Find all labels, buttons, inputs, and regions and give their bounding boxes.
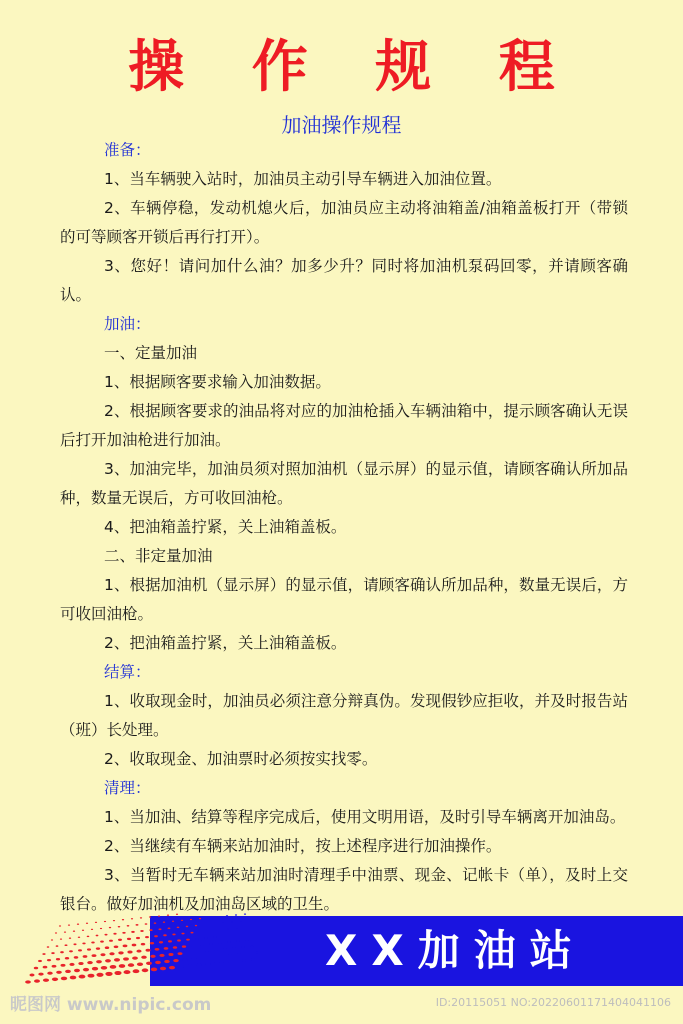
decor-dot (78, 949, 82, 951)
decor-dot (227, 941, 230, 943)
watermark-id: ID:20115051 NO:20220601171404041106 (435, 996, 671, 1009)
settle-step-2: 2、收取现金、加油票时必须按实找零。 (104, 750, 378, 768)
decor-dot (218, 929, 220, 930)
decor-dot (95, 922, 97, 923)
decor-dot (118, 939, 122, 941)
procedure-content (60, 136, 628, 919)
decor-dot (69, 938, 71, 939)
decor-dot (91, 929, 93, 930)
decor-dot (65, 944, 68, 946)
decor-dot (181, 933, 184, 935)
decor-dot (146, 962, 152, 965)
decor-dot (52, 965, 57, 968)
decor-dot (78, 962, 83, 965)
decor-dot (149, 916, 151, 917)
decor-dot (195, 925, 197, 926)
decor-dot (155, 948, 160, 951)
nonfixed-step-2: 2、把油箱盖拧紧，关上油箱盖板。 (104, 634, 347, 652)
decor-dot (186, 939, 190, 941)
decor-dot (169, 966, 175, 969)
decor-dot (232, 947, 236, 949)
subheading-fixed: 一、定量加油 (104, 344, 198, 362)
decor-dot (70, 976, 77, 980)
decor-dot (249, 920, 251, 921)
decor-dot (140, 917, 142, 918)
decor-dot (178, 952, 183, 955)
decor-dot (78, 937, 81, 938)
decor-dot (69, 950, 73, 952)
decor-dot (164, 947, 169, 950)
decor-dot (122, 919, 124, 920)
decor-dot (159, 954, 164, 957)
decor-dot (240, 920, 242, 921)
decor-dot (25, 980, 31, 983)
decor-dot (96, 947, 100, 949)
decor-dot (133, 969, 140, 973)
decor-dot (64, 931, 66, 932)
decor-dot (105, 972, 112, 976)
decor-dot (159, 941, 163, 943)
decor-dot (113, 920, 115, 921)
decor-dot (241, 946, 245, 948)
decor-dot (241, 933, 244, 934)
decor-dot (199, 918, 201, 919)
decor-dot (29, 974, 34, 977)
decor-dot (150, 942, 154, 944)
decor-dot (235, 914, 237, 915)
decor-dot (114, 958, 120, 961)
clean-step-2: 2、当继续有车辆来站加油时，按上述程序进行加油操作。 (104, 837, 502, 855)
decor-dot (191, 945, 195, 947)
decor-dot (146, 949, 151, 952)
decor-dot (223, 935, 226, 937)
prep-step-2: 2、车辆停稳，发动机熄火后，加油员应主动将油箱盖/油箱盖板打开（带锁的可等顾客开锁后再行打开）。 (60, 199, 628, 246)
decor-dot (34, 967, 38, 970)
decor-dot (105, 959, 111, 962)
decor-dot (242, 959, 247, 962)
decor-dot (196, 963, 202, 966)
decor-dot (177, 927, 180, 929)
decor-dot (222, 922, 224, 923)
decor-dot (251, 958, 256, 961)
decor-dot (51, 952, 54, 954)
fixed-step-3: 3、加油完毕，加油员须对照加油机（显示屏）的显示值，请顾客确认所加品种，数量无误后，方可收回油枪。 (60, 460, 628, 507)
decor-dot (213, 936, 216, 938)
decor-dot (68, 924, 70, 925)
decor-dot (140, 930, 143, 932)
decor-dot (136, 924, 139, 926)
decor-dot (109, 952, 114, 955)
decor-dot (82, 930, 84, 931)
decor-dot (92, 967, 98, 971)
decor-dot (109, 927, 111, 928)
decor-dot (244, 913, 246, 914)
decor-dot (219, 955, 224, 958)
decor-dot (59, 925, 61, 926)
decor-dot (178, 965, 184, 968)
decor-dot (101, 966, 107, 970)
decor-dot (209, 930, 212, 932)
decor-dot (245, 927, 247, 928)
decor-dot (150, 955, 155, 958)
decor-dot (149, 929, 152, 931)
decor-dot (246, 952, 250, 954)
decor-dot (154, 922, 157, 924)
decor-dot (124, 970, 131, 974)
decor-dot (96, 935, 99, 937)
section-heading-settle: 结算： (104, 663, 151, 681)
fixed-step-4: 4、把油箱盖拧紧，关上油箱盖板。 (104, 518, 347, 536)
decor-dot (137, 962, 143, 966)
decor-dot (113, 933, 116, 935)
decor-dot (51, 939, 53, 940)
decor-dot (250, 933, 252, 934)
prep-step-3: 3、您好！请问加什么油？加多少升？同时将加油机泵码回零，并请顾客确认。 (60, 257, 628, 304)
decor-dot (114, 971, 121, 975)
decor-dot (218, 942, 222, 944)
decor-dot (83, 968, 89, 972)
decor-dot (223, 961, 228, 964)
decor-dot (177, 939, 181, 941)
decor-dot (187, 964, 193, 967)
decor-dot (191, 957, 196, 960)
decor-dot (172, 921, 174, 922)
decor-dot (200, 931, 203, 933)
decor-dot (190, 932, 193, 934)
decor-dot (163, 934, 167, 936)
decor-dot (164, 960, 170, 963)
decor-dot (232, 934, 235, 936)
decor-dot (118, 926, 121, 927)
decor-dot (74, 969, 80, 972)
decor-dot (233, 960, 238, 963)
decor-dot (52, 978, 58, 982)
clean-step-1: 1、当加油、结算等程序完成后，使用文明用语，及时引导车辆离开加油岛。 (104, 808, 626, 826)
decor-dot (200, 944, 204, 946)
decor-dot (136, 937, 140, 939)
decor-dot (228, 954, 232, 957)
decor-dot (236, 940, 239, 942)
decor-dot (100, 928, 102, 929)
section-heading-fuel: 加油： (104, 315, 151, 333)
decor-dot (190, 919, 192, 920)
decor-dot (176, 914, 178, 915)
station-name: XX加油站 (325, 926, 586, 975)
fixed-step-1: 1、根据顾客要求输入加油数据。 (104, 373, 331, 391)
decor-dot (56, 958, 60, 960)
decor-dot (217, 916, 219, 917)
decor-dot (250, 945, 253, 947)
decor-dot (205, 962, 210, 965)
decor-dot (61, 964, 66, 967)
decor-dot (105, 946, 109, 949)
decor-dot (131, 918, 133, 919)
decor-dot (163, 921, 165, 922)
decor-dot (100, 941, 104, 943)
decor-dot (187, 951, 192, 954)
decor-dot (119, 964, 126, 968)
decor-dot (43, 978, 49, 981)
decor-dot (128, 963, 134, 967)
decor-dot (73, 943, 76, 945)
decor-dot (201, 956, 206, 959)
decor-dot (226, 915, 228, 916)
decor-dot (255, 951, 259, 953)
decor-dot (131, 931, 135, 933)
decor-dot (122, 932, 125, 934)
decor-dot (74, 956, 79, 959)
decor-dot (167, 915, 169, 916)
decor-dot (92, 954, 97, 957)
decor-dot (60, 951, 64, 953)
decor-dot (255, 939, 258, 941)
prep-step-1: 1、当车辆驶入站时，加油员主动引导车辆进入加油位置。 (104, 170, 502, 188)
decor-dot (145, 923, 148, 925)
decor-dot (168, 940, 172, 942)
decor-dot (173, 946, 177, 949)
decor-dot (56, 971, 62, 974)
decor-dot (186, 926, 189, 927)
decor-dot (132, 944, 137, 947)
decor-dot (87, 948, 91, 950)
subheading-nonfixed: 二、非定量加油 (104, 547, 213, 565)
clean-step-3: 3、当暂时无车辆来站加油时清理手中油票、现金、记帐卡（单），及时上交银台。做好加油机及加油岛区域的卫生。 (60, 866, 628, 913)
page-title: 操 作 规 程 (128, 35, 579, 100)
decor-dot (254, 926, 256, 927)
decor-dot (245, 939, 248, 941)
decor-dot (79, 975, 86, 979)
decor-dot (114, 945, 119, 948)
dot-swoosh-graphic (0, 912, 260, 986)
decor-dot (34, 979, 40, 982)
decor-dot (47, 972, 52, 975)
decor-dot (96, 960, 102, 963)
decor-dot (223, 948, 227, 950)
decor-dot (104, 934, 107, 936)
decor-dot (173, 959, 178, 962)
decor-dot (168, 953, 173, 956)
decor-dot (214, 949, 218, 951)
decor-dot (195, 938, 198, 940)
decor-dot (158, 915, 160, 916)
decor-dot (227, 928, 229, 929)
decor-dot (168, 927, 171, 929)
decor-dot (47, 959, 51, 961)
decor-dot (38, 960, 42, 962)
decor-dot (127, 938, 131, 940)
decor-dot (181, 920, 183, 921)
decor-dot (236, 927, 238, 928)
decor-dot (87, 936, 90, 938)
decor-dot (82, 942, 85, 944)
decor-dot (151, 968, 157, 972)
decor-dot (154, 935, 158, 937)
section-heading-clean: 清理： (104, 779, 151, 797)
decor-dot (205, 950, 209, 952)
decor-dot (210, 956, 215, 959)
decor-dot (160, 967, 166, 971)
decor-dot (65, 970, 71, 973)
decor-dot (56, 945, 59, 947)
decor-dot (73, 931, 75, 932)
section-heading-prep: 准备： (104, 141, 151, 159)
decor-dot (204, 924, 206, 925)
decor-dot (127, 950, 132, 953)
decor-dot (213, 923, 215, 924)
decor-dot (142, 968, 149, 972)
watermark-site: 昵图网 www.nipic.com (10, 995, 212, 1015)
decor-dot (155, 961, 161, 964)
decor-dot (77, 924, 79, 925)
decor-dot (127, 925, 130, 927)
decor-dot (91, 942, 94, 944)
decor-dot (182, 945, 186, 947)
decor-dot (60, 938, 62, 939)
decor-dot (65, 957, 69, 960)
decor-dot (43, 966, 48, 969)
decor-dot (88, 974, 95, 978)
decor-dot (38, 973, 43, 976)
decor-dot (182, 958, 187, 961)
decor-dot (214, 962, 219, 965)
decor-dot (87, 961, 93, 964)
decor-dot (136, 950, 141, 953)
decor-dot (86, 923, 88, 924)
decor-dot (47, 946, 50, 948)
decor-dot (132, 956, 138, 959)
decor-dot (100, 953, 105, 956)
decor-dot (123, 945, 128, 948)
decor-dot (237, 953, 241, 955)
fixed-step-2: 2、根据顾客要求的油品将对应的加油枪插入车辆油箱中，提示顾客确认无误后打开加油枪进行加油。 (60, 402, 628, 449)
decor-dot (231, 921, 233, 922)
decor-dot (104, 921, 106, 922)
decor-dot (172, 933, 175, 935)
decor-dot (61, 977, 67, 981)
decor-dot (55, 932, 57, 933)
page-subtitle: 加油操作规程 (281, 113, 402, 137)
decor-dot (209, 943, 213, 945)
decor-dot (158, 928, 161, 930)
decor-dot (145, 936, 149, 938)
decor-dot (141, 956, 147, 959)
decor-dot (118, 951, 123, 954)
decor-dot (109, 940, 113, 942)
decor-dot (69, 963, 74, 966)
decor-dot (96, 973, 103, 977)
decor-dot (204, 937, 207, 939)
decor-dot (141, 943, 145, 946)
decor-dot (42, 953, 45, 955)
decor-dot (123, 957, 129, 960)
settle-step-1: 1、收取现金时，加油员必须注意分辩真伪。发现假钞应拒收，并及时报告站（班）长处理。 (60, 692, 628, 739)
decor-dot (208, 917, 210, 918)
decor-dot (83, 955, 88, 958)
nonfixed-step-1: 1、根据加油机（显示屏）的显示值，请顾客确认所加品种，数量无误后，方可收回油枪。 (60, 576, 628, 623)
decor-dot (110, 965, 117, 969)
decor-dot (196, 951, 201, 954)
